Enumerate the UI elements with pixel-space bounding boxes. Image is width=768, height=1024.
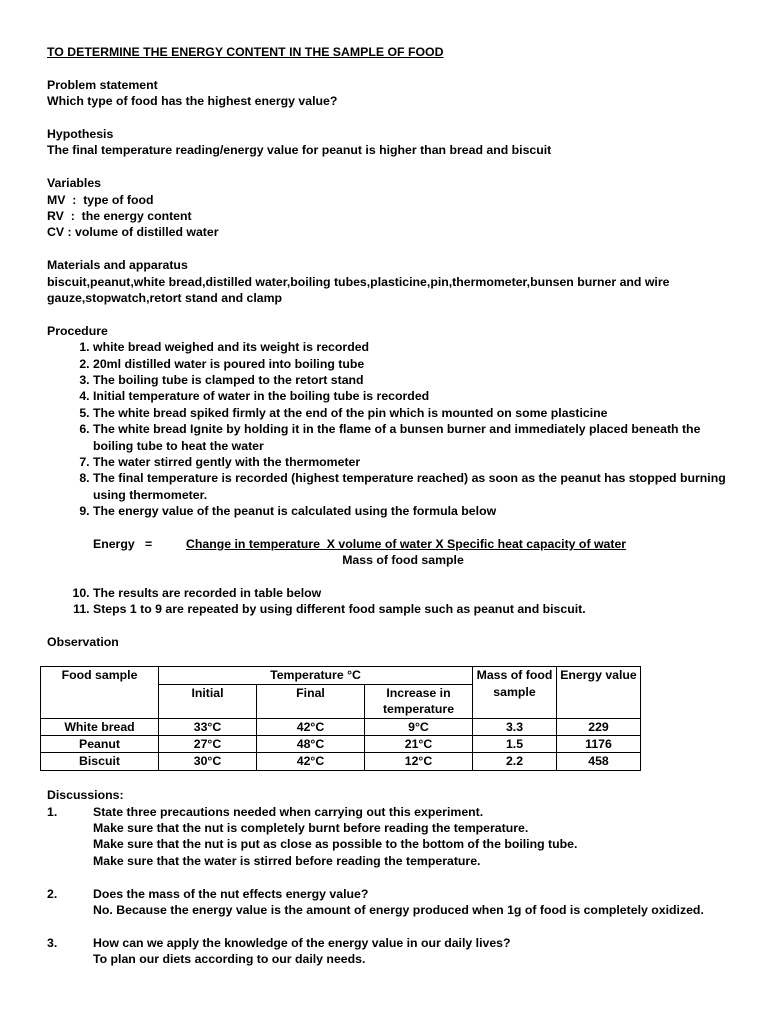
procedure-step: 2. 20ml distilled water is poured into boiling tube [93,356,727,372]
cell-increase: 9°C [365,718,473,735]
discussion-question: How can we apply the knowledge of the energy value in our daily lives? [93,935,511,950]
header-temperature: Temperature °C [159,667,473,684]
cell-increase: 12°C [365,753,473,770]
cell-mass: 2.2 [473,753,557,770]
variable-cv: CV : volume of distilled water [47,225,219,240]
formula-numerator: Change in temperature X volume of water X Specific heat capacity of water [186,536,627,551]
procedure-step: 8. The final temperature is recorded (highest temperature reached) as soon as the peanut has stopped burning using thermometer. [93,470,727,503]
variable-mv: MV : type of food [47,192,154,207]
cell-food: Biscuit [41,753,159,770]
discussion-answer: Make sure that the nut is completely burnt before reading the temperature. [93,820,529,835]
cell-initial: 33°C [159,718,257,735]
procedure-step: 4. Initial temperature of water in the boiling tube is recorded [93,388,727,404]
procedure-list-continued [47,585,727,618]
cell-initial: 27°C [159,735,257,752]
cell-mass: 1.5 [473,735,557,752]
procedure-step: 9. The energy value of the peanut is calculated using the formula below [93,503,727,519]
procedure-step: 11. Steps 1 to 9 are repeated by using different food sample such as peanut and biscuit. [93,601,727,617]
formula-denominator: Mass of food sample [342,552,464,567]
materials-heading: Materials and apparatus [47,258,188,273]
materials-line-1: biscuit,peanut,white bread,distilled water,boiling tubes,plasticine,pin,thermometer,bunsen burner and wire [47,274,670,289]
cell-food: White bread [41,718,159,735]
procedure-step: 3. The boiling tube is clamped to the retort stand [93,372,727,388]
table-row [41,753,641,770]
discussion-number: 1. [47,804,58,819]
cell-energy: 1176 [557,735,641,752]
discussion-number: 3. [47,935,58,950]
observation-heading: Observation [47,634,119,649]
header-food-sample: Food sample [41,667,159,718]
problem-heading: Problem statement [47,77,158,92]
discussion-question: State three precautions needed when carrying out this experiment. [93,804,484,819]
discussion-question: Does the mass of the nut effects energy value? [93,886,369,901]
observation-table [40,666,641,770]
discussion-item-1 [47,804,727,870]
problem-text: Which type of food has the highest energy value? [47,94,338,109]
procedure-step: 5. The white bread spiked firmly at the end of the pin which is mounted on some plasticine [93,405,727,421]
discussion-answer: Make sure that the nut is put as close as possible to the bottom of the boiling tube. [93,837,578,852]
procedure-step: 7. The water stirred gently with the thermometer [93,454,727,470]
document-page [47,44,727,968]
formula-lhs: Energy = [93,536,153,551]
hypothesis-heading: Hypothesis [47,127,114,141]
discussion-number: 2. [47,886,58,901]
discussion-item-2 [47,886,727,919]
procedure-list [47,339,727,519]
table-row [41,735,641,752]
document-title: TO DETERMINE THE ENERGY CONTENT IN THE SAMPLE OF FOOD [47,45,444,59]
energy-formula [47,536,727,569]
cell-energy: 458 [557,753,641,770]
variables-heading: Variables [47,176,102,191]
cell-energy: 229 [557,718,641,735]
procedure-step: 6. The white bread Ignite by holding it in the flame of a bunsen burner and immediately placed beneath the boiling tube to heat the water [93,421,727,454]
table-row [41,718,641,735]
header-increase: Increase in temperature [365,684,473,718]
discussion-answer: Make sure that the water is stirred before reading the temperature. [93,853,481,868]
cell-initial: 30°C [159,753,257,770]
cell-food: Peanut [41,735,159,752]
procedure-step: 10. The results are recorded in table below [93,585,727,601]
header-mass: Mass of food sample [473,667,557,718]
header-energy: Energy value [557,667,641,718]
cell-final: 48°C [257,735,365,752]
header-final: Final [257,684,365,718]
discussions-heading: Discussions: [47,788,124,803]
discussion-item-3 [47,935,727,968]
table-header-row [41,667,641,684]
variable-rv: RV : the energy content [47,209,192,224]
cell-final: 42°C [257,718,365,735]
discussion-answer: No. Because the energy value is the amount of energy produced when 1g of food is completely oxidized. [93,902,704,917]
procedure-step: 1. white bread weighed and its weight is recorded [93,339,727,355]
cell-increase: 21°C [365,735,473,752]
cell-mass: 3.3 [473,718,557,735]
hypothesis-text: The final temperature reading/energy value for peanut is higher than bread and biscuit [47,143,552,158]
cell-final: 42°C [257,753,365,770]
header-initial: Initial [159,684,257,718]
procedure-heading: Procedure [47,323,108,338]
materials-line-2: gauze,stopwatch,retort stand and clamp [47,291,283,306]
discussion-answer: To plan our diets according to our daily needs. [93,952,366,967]
